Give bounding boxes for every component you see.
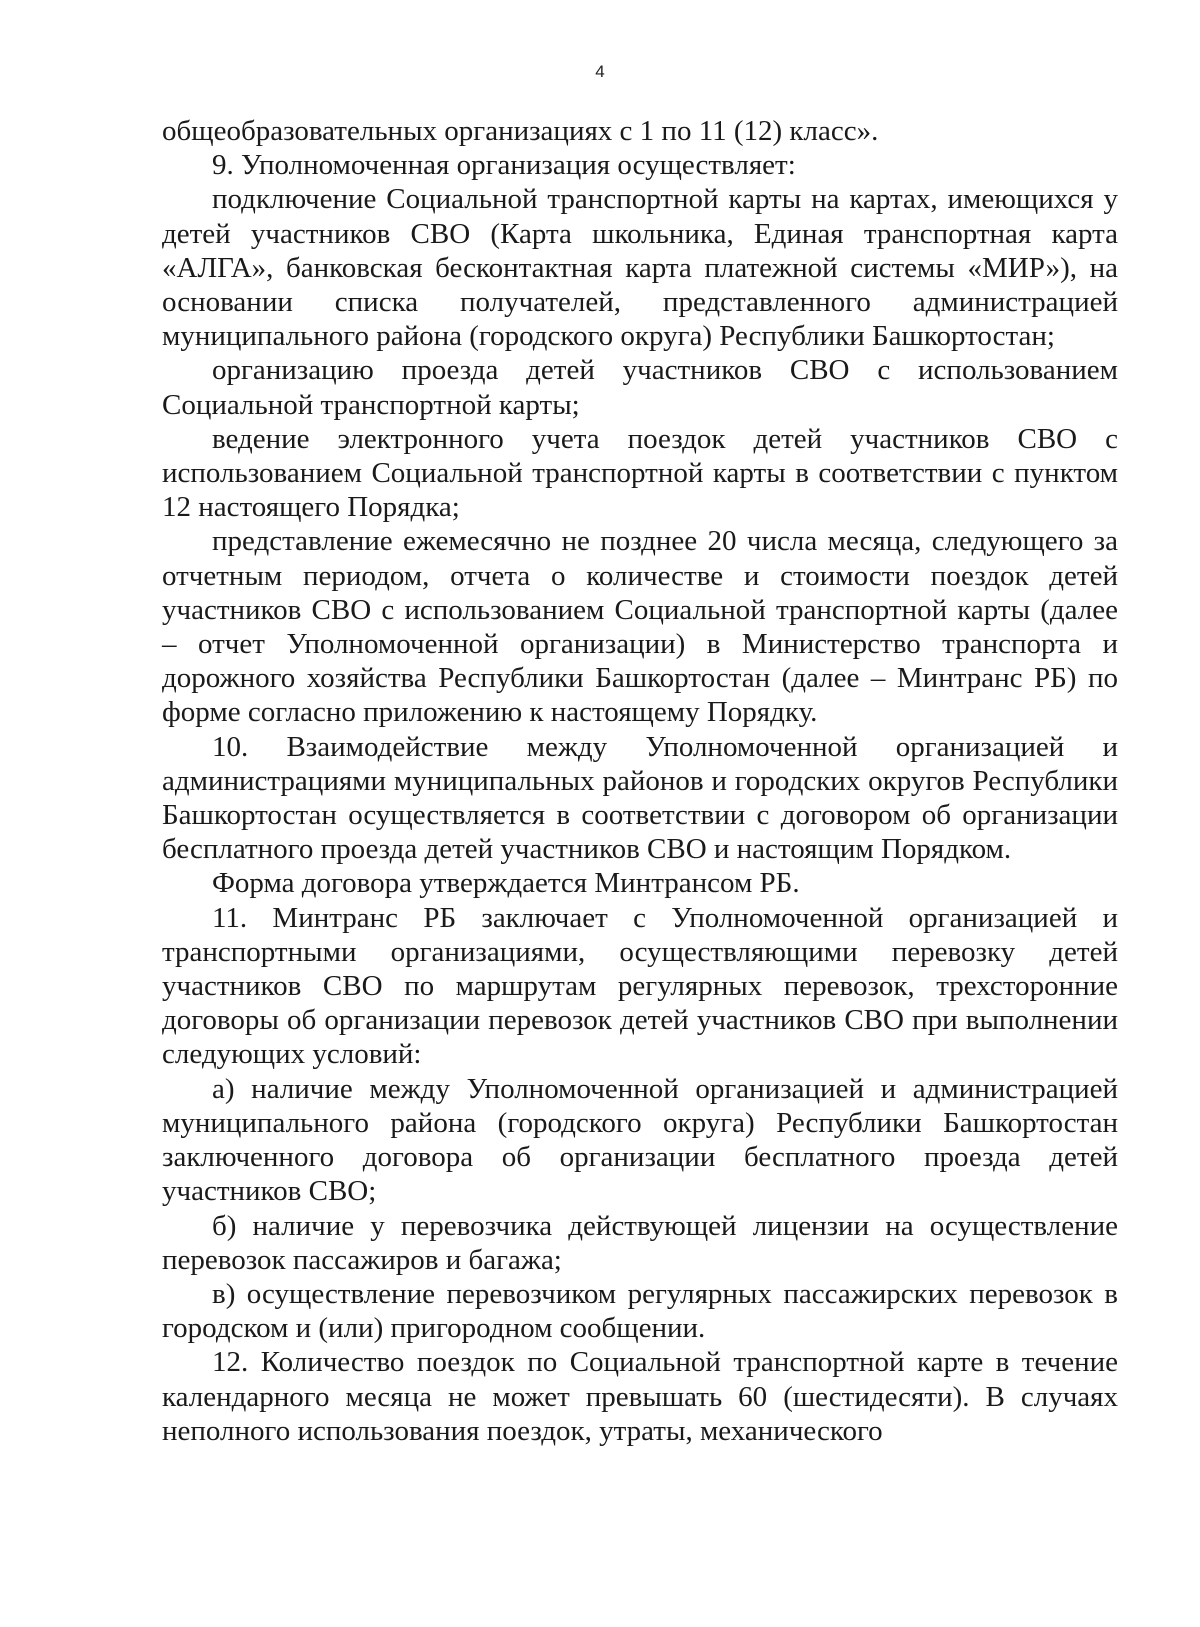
paragraph-monthly-report: представление ежемесячно не позднее 20 числа месяца, следующего за отчетным периодом, отчета о количестве и стоимости поездок детей участников СВО с использованием Социальной транспортной карты (далее – отчет Уполномоченной организации) в Министерство транспорта и дорожного хозяйства Республики Башкортостан (далее – Минтранс РБ) по форме согласно приложению к настоящему Порядку. [162,525,1118,729]
paragraph-clause-10: 10. Взаимодействие между Уполномоченной организацией и администрациями муниципальных районов и городских округов Республики Башкортостан осуществляется в соответствии с договором об организации бесплатного проезда детей участников СВО и настоящим Порядком. [162,730,1118,866]
paragraph-condition-b: б) наличие у перевозчика действующей лицензии на осуществление перевозок пассажиров и багажа; [162,1209,1118,1276]
paragraph-clause-9: 9. Уполномоченная организация осуществляет: [212,149,796,182]
page-number: 4 [595,62,605,81]
paragraph-condition-c: в) осуществление перевозчиком регулярных пассажирских перевозок в городском и (или) пригородном сообщении. [162,1277,1118,1345]
document-body [162,114,1118,1448]
paragraph-clause-12: 12. Количество поездок по Социальной транспортной карте в течение календарного месяца не может превышать 60 (шестидесяти). В случаях неполного использования поездок, утраты, механического [162,1346,1118,1447]
paragraph-travel-organization: организацию проезда детей участников СВО с использованием Социальной транспортной карты; [162,354,1118,421]
paragraph-condition-a: а) наличие между Уполномоченной организацией и администрацией муниципального района (городского округа) Республики Башкортостан заключенного договора об организации бесплатного проезда детей участников СВО; [162,1072,1118,1208]
paragraph-contract-form: Форма договора утверждается Минтрансом РБ. [212,867,800,900]
paragraph-continuation: общеобразовательных организациях с 1 по 11 (12) класс». [162,115,879,147]
paragraph-clause-11: 11. Минтранс РБ заключает с Уполномоченной организацией и транспортными организациями, осуществляющими перевозку детей участников СВО по маршрутам регулярных перевозок, трехсторонние договоры об организации перевозок детей участников СВО при выполнении следующих условий: [162,901,1118,1071]
paragraph-card-connection: подключение Социальной транспортной карты на картах, имеющихся у детей участников СВО (Карта школьника, Единая транспортная карта «АЛГА», банковская бесконтактная карта платежной системы «МИР»), на основании списка получателей, представленного администрацией муниципального района (городского округа) Республики Башкортостан; [162,183,1118,353]
paragraph-electronic-accounting: ведение электронного учета поездок детей участников СВО с использованием Социальной транспортной карты в соответствии с пунктом 12 настоящего Порядка; [162,422,1118,524]
